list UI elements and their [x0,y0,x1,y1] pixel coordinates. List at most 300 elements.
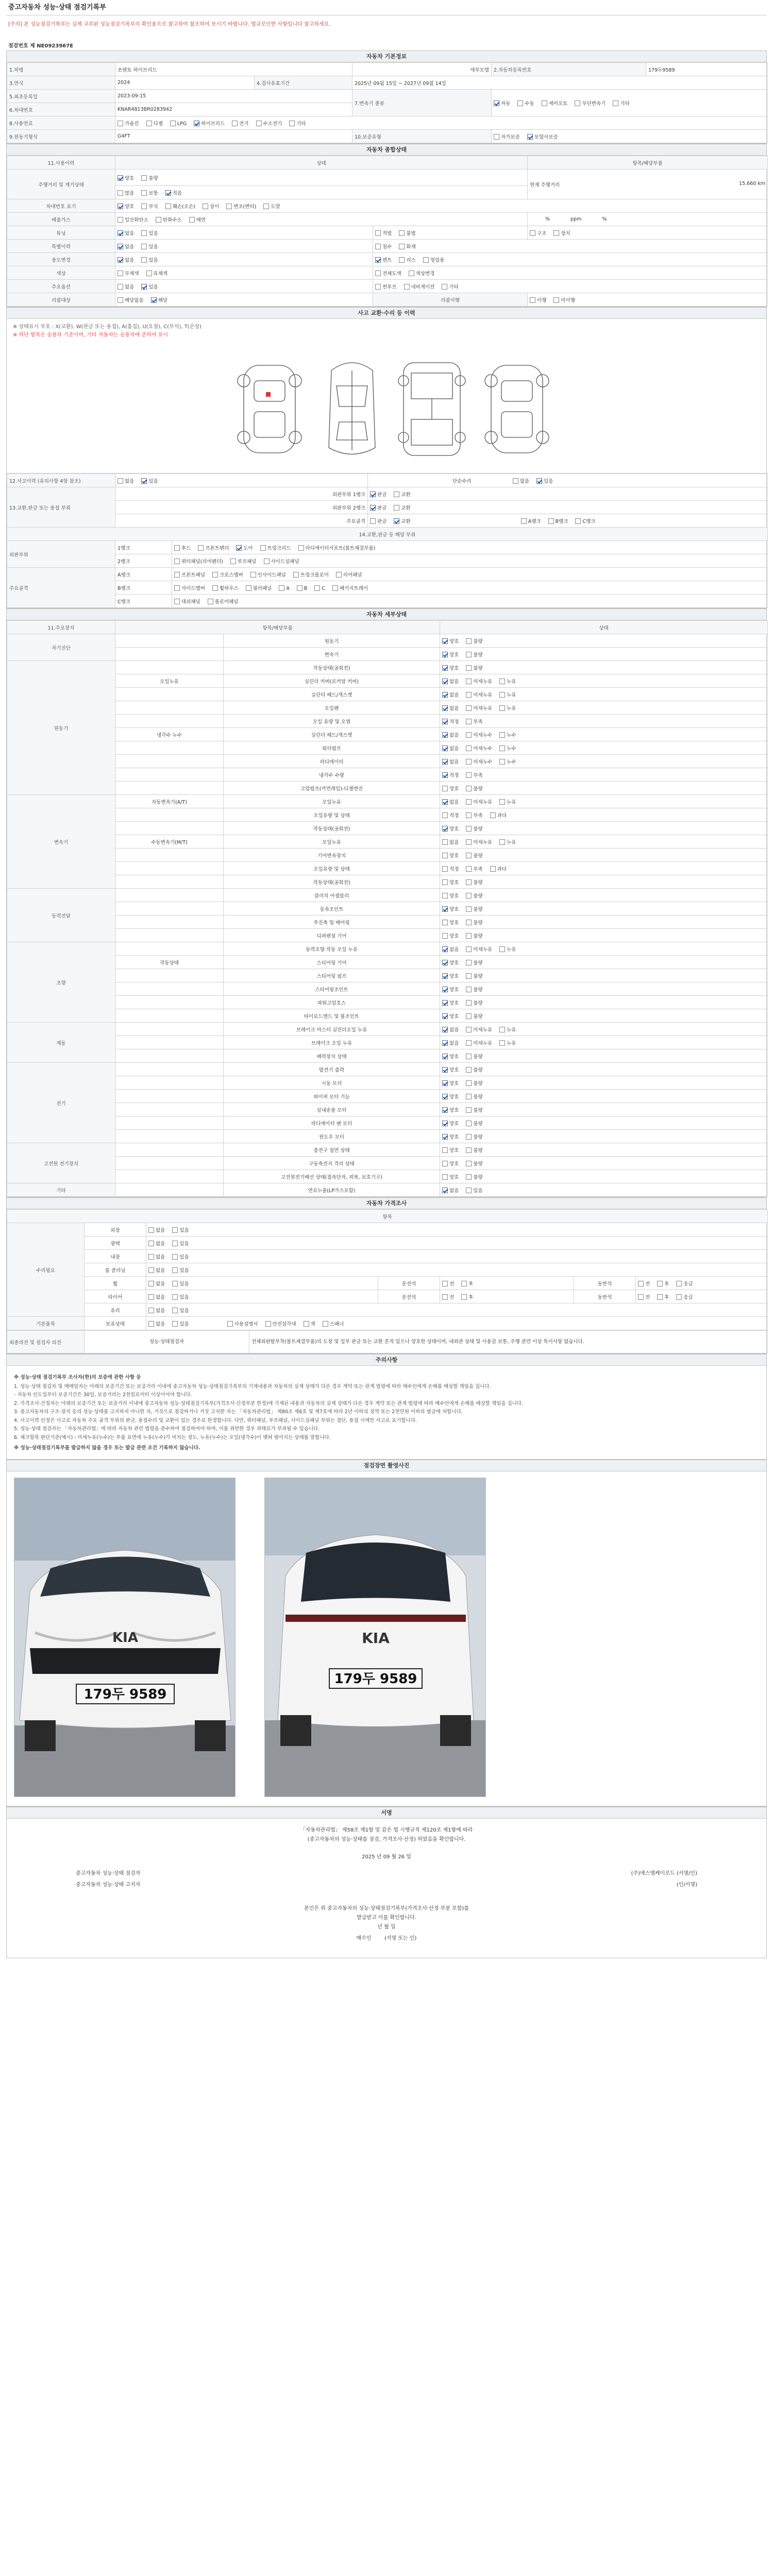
checkbox-option[interactable] [172,1226,189,1233]
checked-box-icon[interactable] [442,1134,448,1140]
checked-box-icon[interactable] [442,1121,448,1126]
checkbox-option[interactable] [466,758,492,765]
checkbox-option[interactable] [499,1039,516,1046]
checkbox-icon[interactable] [172,1254,178,1260]
checked-box-icon[interactable] [194,121,199,126]
checkbox-icon[interactable] [466,987,472,992]
checkbox-icon[interactable] [575,100,580,106]
checkbox-icon[interactable] [466,893,472,899]
checkbox-icon[interactable] [490,812,496,818]
checkbox-option[interactable] [466,637,482,645]
checkbox-icon[interactable] [442,866,448,872]
checkbox-option[interactable] [375,243,392,250]
detail-options[interactable] [440,1130,768,1143]
price-options[interactable] [146,1263,768,1277]
checked-box-icon[interactable] [141,478,147,484]
detail-options[interactable] [440,808,768,822]
checkbox-icon[interactable] [490,866,496,872]
checkbox-option[interactable] [370,517,386,524]
checkbox-option[interactable] [638,1280,650,1287]
checkbox-option[interactable] [172,1307,189,1314]
checked-box-icon[interactable] [442,1188,448,1193]
checkbox-option[interactable] [141,189,158,196]
checkbox-option[interactable] [332,584,368,591]
checkbox-option[interactable] [657,1293,669,1300]
checkbox-icon[interactable] [466,1040,472,1046]
checkbox-option[interactable] [172,1320,189,1327]
detail-options[interactable] [440,715,768,728]
checkbox-icon[interactable] [117,270,123,276]
emission-options[interactable] [115,213,528,226]
checked-box-icon[interactable] [442,665,448,671]
checked-box-icon[interactable] [442,987,448,992]
checkbox-option[interactable] [236,544,253,551]
checked-box-icon[interactable] [442,826,448,832]
checkbox-icon[interactable] [212,585,218,591]
checkbox-option[interactable] [232,120,248,127]
checkbox-option[interactable] [466,1173,482,1180]
checkbox-icon[interactable] [230,558,236,564]
checkbox-icon[interactable] [530,297,535,303]
checkbox-icon[interactable] [399,244,405,249]
checkbox-option[interactable] [494,133,520,140]
checkbox-icon[interactable] [442,812,448,818]
detail-options[interactable] [440,929,768,942]
checkbox-option[interactable] [442,798,459,805]
checkbox-icon[interactable] [466,839,472,845]
checked-box-icon[interactable] [442,1013,448,1019]
checkbox-icon[interactable] [189,217,195,223]
checkbox-option[interactable] [466,986,482,993]
checkbox-option[interactable] [117,216,148,223]
checkbox-option[interactable] [499,758,516,765]
checkbox-option[interactable] [394,490,410,498]
checkbox-option[interactable] [442,651,459,658]
checkbox-option[interactable] [293,571,329,578]
checkbox-option[interactable] [148,1226,165,1233]
detail-options[interactable] [440,822,768,835]
detail-options[interactable] [440,969,768,982]
checkbox-icon[interactable] [466,679,472,684]
checkbox-option[interactable] [117,269,139,277]
checkbox-icon[interactable] [375,284,381,290]
checkbox-icon[interactable] [466,692,472,698]
checkbox-icon[interactable] [172,1281,178,1286]
recall-options[interactable] [115,293,373,307]
checkbox-icon[interactable] [172,1294,178,1300]
checkbox-icon[interactable] [172,1321,178,1327]
price-options[interactable] [146,1303,768,1317]
checkbox-icon[interactable] [466,745,472,751]
checkbox-option[interactable] [517,99,534,107]
detail-options[interactable] [440,1143,768,1157]
checkbox-icon[interactable] [442,1161,448,1166]
checkbox-option[interactable] [442,999,459,1006]
checkbox-option[interactable] [165,189,182,196]
checkbox-icon[interactable] [212,572,218,578]
checkbox-option[interactable] [174,571,205,578]
checkbox-icon[interactable] [499,732,505,738]
checkbox-option[interactable] [442,283,458,290]
checkbox-option[interactable] [117,229,134,236]
checkbox-option[interactable] [442,825,459,832]
checkbox-option[interactable] [442,1146,459,1154]
price-options[interactable] [146,1223,768,1236]
checkbox-option[interactable] [117,202,134,210]
detail-options[interactable] [440,1116,768,1130]
checkbox-option[interactable] [208,598,239,605]
checkbox-option[interactable] [466,838,492,845]
checkbox-option[interactable] [370,504,386,511]
checkbox-icon[interactable] [466,799,472,805]
detail-options[interactable] [440,1049,768,1063]
checkbox-option[interactable] [172,1293,189,1300]
usage-change-sub[interactable] [373,253,768,266]
main-option-sub[interactable] [373,280,768,293]
checkbox-icon[interactable] [499,1027,505,1032]
checkbox-icon[interactable] [575,518,581,524]
checkbox-option[interactable] [399,229,415,236]
checkbox-option[interactable] [466,1079,482,1087]
checkbox-option[interactable] [536,477,553,484]
checkbox-icon[interactable] [499,745,505,751]
price-options[interactable] [146,1236,768,1250]
checkbox-icon[interactable] [638,1281,644,1286]
checkbox-icon[interactable] [208,599,213,604]
checkbox-option[interactable] [466,892,482,899]
checkbox-option[interactable] [461,1280,473,1287]
checkbox-icon[interactable] [442,1147,448,1153]
checked-box-icon[interactable] [442,692,448,698]
checkbox-icon[interactable] [466,665,472,671]
checkbox-icon[interactable] [174,558,180,564]
checkbox-icon[interactable] [542,100,547,106]
checked-box-icon[interactable] [442,960,448,965]
checkbox-icon[interactable] [442,853,448,858]
detail-options[interactable] [440,1076,768,1090]
checkbox-icon[interactable] [264,558,270,564]
checkbox-option[interactable] [466,718,482,725]
checkbox-option[interactable] [265,1320,296,1327]
checkbox-option[interactable] [466,1053,482,1060]
side-options[interactable] [440,1290,574,1303]
price-options[interactable] [146,1317,768,1330]
detail-options[interactable] [440,768,768,782]
checkbox-option[interactable] [442,1066,459,1073]
checkbox-icon[interactable] [265,1321,271,1327]
checkbox-icon[interactable] [423,257,429,263]
checkbox-option[interactable] [442,1280,454,1287]
checkbox-icon[interactable] [141,230,147,236]
checkbox-icon[interactable] [466,933,472,939]
checkbox-icon[interactable] [174,572,180,578]
price-options[interactable] [146,1277,378,1290]
checkbox-icon[interactable] [304,1321,309,1327]
checkbox-option[interactable] [442,771,459,778]
checkbox-icon[interactable] [227,1321,233,1327]
checked-box-icon[interactable] [442,1080,448,1086]
checked-box-icon[interactable] [442,719,448,724]
checkbox-option[interactable] [442,1079,459,1087]
checkbox-icon[interactable] [117,284,123,290]
checkbox-option[interactable] [442,744,459,752]
checkbox-option[interactable] [263,202,280,210]
checkbox-icon[interactable] [466,1147,472,1153]
checkbox-icon[interactable] [499,705,505,711]
checkbox-option[interactable] [575,517,595,524]
recall-done-options[interactable] [528,293,768,307]
rank-items[interactable] [172,595,768,608]
checkbox-option[interactable] [172,1253,189,1260]
checkbox-icon[interactable] [513,478,518,484]
checkbox-option[interactable] [370,490,386,498]
checkbox-option[interactable] [375,283,397,290]
checkbox-icon[interactable] [117,478,123,484]
checkbox-icon[interactable] [466,1188,472,1193]
accident-options[interactable] [115,474,368,487]
rank-items[interactable] [172,554,768,568]
checkbox-icon[interactable] [141,190,147,196]
checkbox-icon[interactable] [466,853,472,858]
detail-options[interactable] [440,648,768,661]
checkbox-option[interactable] [260,544,291,551]
checkbox-option[interactable] [466,744,492,752]
checkbox-option[interactable] [442,811,459,819]
checkbox-option[interactable] [442,1039,459,1046]
checkbox-option[interactable] [423,256,445,263]
side-options[interactable] [636,1277,768,1290]
checkbox-option[interactable] [117,120,139,127]
checkbox-option[interactable] [212,571,243,578]
detail-options[interactable] [440,688,768,701]
detail-options[interactable] [440,1103,768,1116]
side-options[interactable] [636,1290,768,1303]
checkbox-option[interactable] [466,825,482,832]
checkbox-icon[interactable] [499,759,505,765]
checked-box-icon[interactable] [442,652,448,657]
detail-options[interactable] [440,889,768,902]
checkbox-icon[interactable] [148,1321,154,1327]
checkbox-option[interactable] [530,229,546,236]
checkbox-icon[interactable] [499,946,505,952]
checkbox-icon[interactable] [375,230,381,236]
checkbox-option[interactable] [613,99,629,107]
checkbox-option[interactable] [148,1320,165,1327]
checked-box-icon[interactable] [536,478,542,484]
checkbox-option[interactable] [442,1187,459,1194]
checkbox-option[interactable] [148,1280,165,1287]
checkbox-icon[interactable] [172,1241,178,1246]
checkbox-option[interactable] [466,1160,482,1167]
checked-box-icon[interactable] [442,1027,448,1032]
checkbox-icon[interactable] [613,100,618,106]
checkbox-icon[interactable] [442,1281,448,1286]
detail-options[interactable] [440,916,768,929]
checkbox-option[interactable] [442,758,459,765]
checkbox-option[interactable] [490,811,507,819]
frame-options[interactable] [370,519,418,524]
checkbox-option[interactable] [151,296,167,303]
checkbox-option[interactable] [146,269,168,277]
checkbox-option[interactable] [174,584,205,591]
checkbox-icon[interactable] [375,270,381,276]
checkbox-option[interactable] [442,637,459,645]
checkbox-icon[interactable] [442,1174,448,1180]
checkbox-icon[interactable] [676,1281,682,1286]
checkbox-icon[interactable] [297,585,303,591]
checkbox-option[interactable] [466,1093,482,1100]
detail-options[interactable] [440,661,768,674]
checkbox-icon[interactable] [314,585,320,591]
checkbox-option[interactable] [250,571,286,578]
checkbox-icon[interactable] [148,1294,154,1300]
checkbox-option[interactable] [194,120,225,127]
checkbox-icon[interactable] [466,1134,472,1140]
checkbox-option[interactable] [466,865,482,872]
checked-box-icon[interactable] [442,799,448,805]
checkbox-icon[interactable] [466,1013,472,1019]
checked-box-icon[interactable] [442,1054,448,1059]
checkbox-icon[interactable] [442,920,448,925]
checkbox-icon[interactable] [466,1027,472,1032]
checkbox-option[interactable] [499,704,516,711]
checkbox-option[interactable] [298,544,376,551]
usage-change-options[interactable] [115,253,373,266]
checkbox-icon[interactable] [332,585,338,591]
checkbox-icon[interactable] [466,1067,472,1073]
checkbox-option[interactable] [203,202,219,210]
checkbox-icon[interactable] [461,1294,467,1300]
checkbox-option[interactable] [638,1293,650,1300]
checkbox-icon[interactable] [466,906,472,912]
detail-options[interactable] [440,1090,768,1103]
checkbox-option[interactable] [466,1187,482,1194]
checkbox-option[interactable] [466,959,482,966]
checkbox-icon[interactable] [466,705,472,711]
checkbox-icon[interactable] [521,518,527,524]
checkbox-option[interactable] [442,1133,459,1140]
mileage-state-options[interactable] [115,186,528,199]
checkbox-option[interactable] [461,1293,473,1300]
checkbox-option[interactable] [442,664,459,671]
checkbox-option[interactable] [156,216,182,223]
checkbox-icon[interactable] [466,812,472,818]
checkbox-option[interactable] [442,1106,459,1113]
checked-box-icon[interactable] [442,973,448,979]
checkbox-option[interactable] [399,256,415,263]
checked-box-icon[interactable] [442,772,448,778]
checkbox-icon[interactable] [466,866,472,872]
checkbox-option[interactable] [657,1280,669,1287]
checkbox-icon[interactable] [466,1161,472,1166]
checkbox-icon[interactable] [466,960,472,965]
checkbox-icon[interactable] [499,692,505,698]
checked-box-icon[interactable] [442,1094,448,1099]
checkbox-option[interactable] [442,878,459,886]
frame-rank-options[interactable] [521,519,603,524]
checked-box-icon[interactable] [442,1067,448,1073]
checkbox-option[interactable] [466,731,492,738]
receiver-name[interactable]: (서명 또는 인) [384,1935,417,1941]
checkbox-option[interactable] [521,517,541,524]
checkbox-option[interactable] [548,517,568,524]
checkbox-option[interactable] [323,1320,344,1327]
checkbox-option[interactable] [442,905,459,912]
checkbox-option[interactable] [256,120,282,127]
checkbox-option[interactable] [466,798,492,805]
checkbox-option[interactable] [117,256,134,263]
checked-box-icon[interactable] [442,745,448,751]
checkbox-icon[interactable] [466,772,472,778]
checkbox-icon[interactable] [638,1294,644,1300]
checkbox-icon[interactable] [156,217,161,223]
checkbox-option[interactable] [527,133,558,140]
checkbox-option[interactable] [466,1106,482,1113]
checkbox-icon[interactable] [148,1227,154,1233]
outer1-options[interactable] [368,487,768,501]
checkbox-option[interactable] [394,517,410,524]
checkbox-option[interactable] [409,269,435,277]
detail-options[interactable] [440,1036,768,1049]
checkbox-option[interactable] [117,243,134,250]
checkbox-option[interactable] [172,1240,189,1247]
checkbox-option[interactable] [466,852,482,859]
detail-options[interactable] [440,782,768,795]
detail-options[interactable] [440,875,768,889]
detail-options[interactable] [440,634,768,648]
checkbox-icon[interactable] [409,270,414,276]
checkbox-icon[interactable] [466,732,472,738]
detail-options[interactable] [440,741,768,755]
checkbox-option[interactable] [174,544,191,551]
checkbox-icon[interactable] [466,946,472,952]
checkbox-icon[interactable] [117,217,123,223]
appraiser-name[interactable]: (인/서명) [676,1882,697,1888]
checkbox-option[interactable] [146,120,163,127]
checkbox-option[interactable] [189,216,206,223]
checkbox-option[interactable] [141,477,158,484]
fuel-options[interactable] [115,116,768,130]
checkbox-option[interactable] [442,1293,454,1300]
checkbox-icon[interactable] [466,786,472,791]
checkbox-option[interactable] [466,704,492,711]
detail-options[interactable] [440,1063,768,1076]
checkbox-icon[interactable] [466,1174,472,1180]
special-history-sub[interactable] [373,240,768,253]
checkbox-icon[interactable] [141,204,147,209]
checkbox-icon[interactable] [394,505,399,511]
checkbox-option[interactable] [466,878,482,886]
checked-box-icon[interactable] [442,906,448,912]
checkbox-option[interactable] [304,1320,315,1327]
checkbox-option[interactable] [174,557,223,565]
checkbox-option[interactable] [172,1280,189,1287]
checkbox-option[interactable] [165,202,195,210]
checked-box-icon[interactable] [494,100,499,106]
checkbox-option[interactable] [466,785,482,792]
checkbox-option[interactable] [289,120,306,127]
detail-options[interactable] [440,956,768,969]
checked-box-icon[interactable] [394,518,399,524]
checkbox-option[interactable] [442,704,459,711]
checkbox-icon[interactable] [148,1254,154,1260]
checkbox-icon[interactable] [203,204,208,209]
checkbox-icon[interactable] [499,1040,505,1046]
checkbox-option[interactable] [442,1120,459,1127]
checkbox-icon[interactable] [517,100,523,106]
checkbox-option[interactable] [499,945,516,953]
checkbox-icon[interactable] [293,572,299,578]
